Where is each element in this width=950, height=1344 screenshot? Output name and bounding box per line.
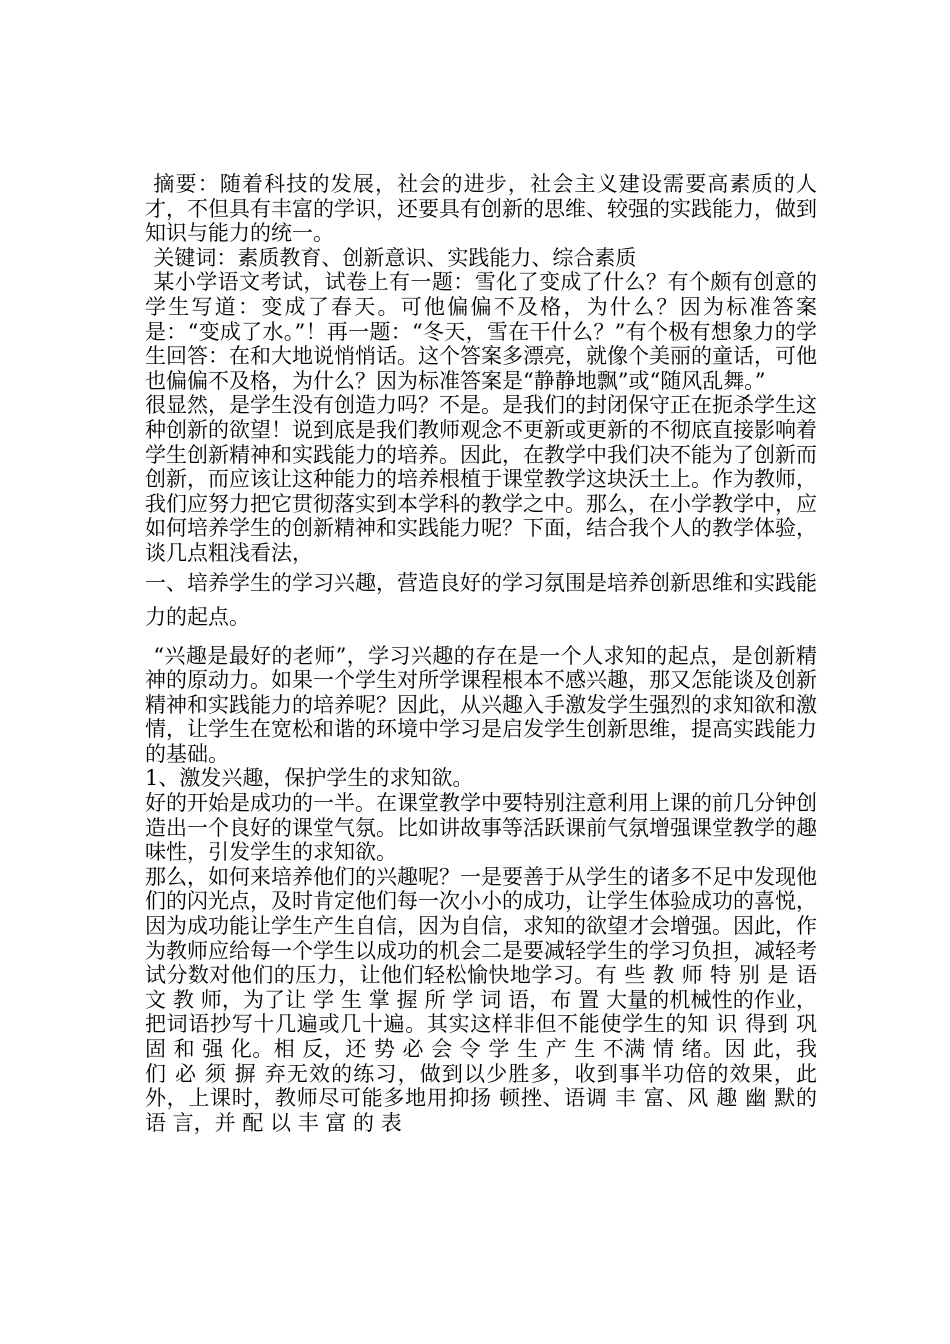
intro-anecdote-paragraph: 某小学语文考试，试卷上有一题：雪化了变成了什么？有个颇有创意的学生写道：变成了春天。可他偏偏不及格，为什么？因为标准答案是：“变成了水。”！再一题：“冬天，雪在干什么？”有个极有想象力的学生回答：在和大地说悄悄话。这个答案多漂亮，就像个美丽的童话，可他也偏偏不及格，为什么？因为标准答案是“静静地飘”或“随风乱舞。” (145, 270, 817, 393)
intro-analysis-paragraph: 很显然，是学生没有创造力吗？不是。是我们的封闭保守正在扼杀学生这种创新的欲望！说到底是我们教师观念不更新或更新的不彻底直接影响着学生创新精神和实践能力的培养。因此，在教学中我们决不能为了创新而创新，而应该让这种能力的培养根植于课堂教学这块沃土上。作为教师，我们应努力把它贯彻落实到本学科的教学之中。那么，在小学教学中，应如何培养学生的创新精神和实践能力呢？下面，结合我个人的教学体验，谈几点粗浅看法， (145, 393, 817, 565)
subsection-heading-1: 1、激发兴趣，保护学生的求知欲。 (145, 766, 474, 791)
cultivate-interest-paragraph: 那么，如何来培养他们的兴趣呢？一是要善于从学生的诸多不足中发现他们的闪光点，及时肯定他们每一次小小的成功，让学生体验成功的喜悦，因为成功能让学生产生自信，因为自信，求知的欲望才会增强。因此，作为教师应给每一个学生以成功的机会二是要减轻学生的学习负担，减轻考试分数对他们的压力，让他们轻松愉快地学习。有 些 教 师 特 别 是 语 文 教 师，为了让 学 生 掌 握 所 学 词 语，布 置 大量的机械性的作业，把词语抄写十几遍或几十遍。其实这样非但不能使学生的知 识 得到 巩 固 和 强 化。相 反，还 势 必 会 令 学 生 产 生 不满 情 绪。因 此，我 们 必 须 摒 弃无效的练习，做到以少胜多，收到事半功倍的效果，此外，上课时，教师尽可能多地用抑扬 顿挫、语调 丰 富、风 趣 幽 默的 语 言，并 配 以 丰 富 的 表 (145, 864, 817, 1135)
document-page (145, 172, 817, 1135)
good-start-paragraph: 好的开始是成功的一半。在课堂教学中要特别注意利用上课的前几分钟创造出一个良好的课堂气氛。比如讲故事等活跃课前气氛增强课堂教学的趣味性，引发学生的求知欲。 (145, 791, 817, 865)
interest-paragraph: “兴趣是最好的老师”，学习兴趣的存在是一个人求知的起点，是创新精神的原动力。如果一个学生对所学课程根本不感兴趣，那又怎能谈及创新精神和实践能力的培养呢？因此，从兴趣入手激发学生强烈的求知欲和激情，让学生在宽松和谐的环境中学习是启发学生创新思维，提高实践能力的基础。 (145, 643, 817, 766)
keywords-paragraph: 关键词：素质教育、创新意识、实践能力、综合素质 (153, 245, 637, 270)
abstract-paragraph: 摘要：随着科技的发展，社会的进步，社会主义建设需要高素质的人才，不但具有丰富的学识，还要具有创新的思维、较强的实践能力，做到知识与能力的统一。 (145, 172, 817, 246)
section-heading-1: 一、培养学生的学习兴趣，营造良好的学习氛围是培养创新思维和实践能力的起点。 (145, 570, 817, 629)
